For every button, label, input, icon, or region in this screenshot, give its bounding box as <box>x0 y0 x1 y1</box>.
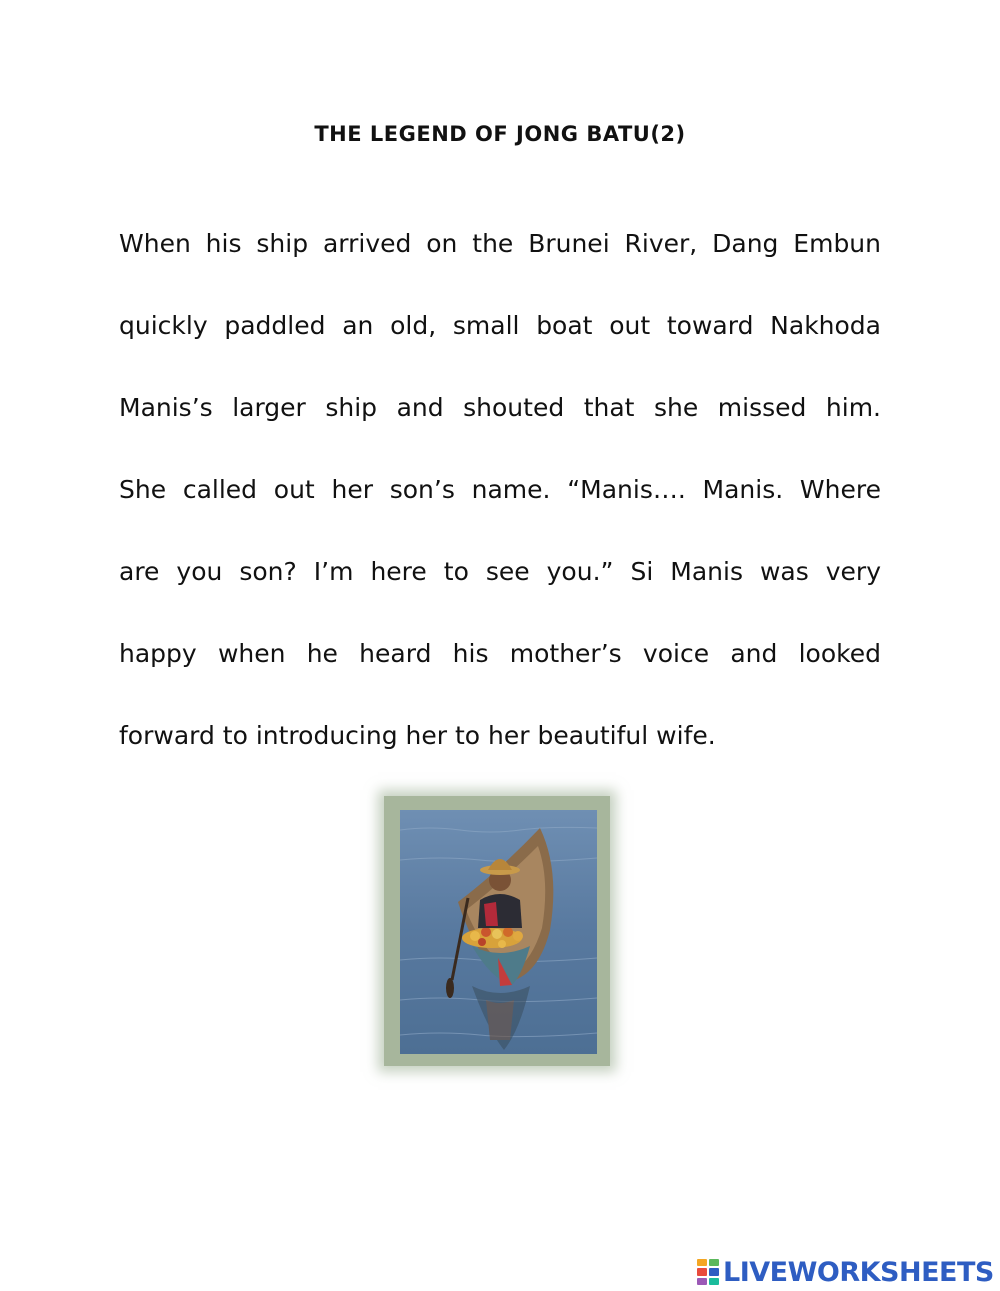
paragraph-line: She called out her son’s name. “Manis…. Manis. Where <box>119 475 881 504</box>
page-title: THE LEGEND OF JONG BATU(2) <box>314 122 686 146</box>
paragraph-line: When his ship arrived on the Brunei River, Dang Embun <box>119 229 881 258</box>
paragraph-line: are you son? I’m here to see you.” Si Manis was very <box>119 557 881 586</box>
paragraph-line: forward to introducing her to her beautiful wife. <box>119 721 716 750</box>
paragraph-line: Manis’s larger ship and shouted that she missed him. <box>119 393 881 422</box>
photo-frame <box>384 796 610 1066</box>
paragraph-line: quickly paddled an old, small boat out toward Nakhoda <box>119 311 881 340</box>
story-paragraph <box>119 222 881 796</box>
liveworksheets-brand-text: LIVEWORKSHEETS <box>723 1256 994 1288</box>
boat-photo <box>400 810 597 1054</box>
liveworksheets-logo-icon <box>697 1259 719 1285</box>
liveworksheets-logo[interactable] <box>697 1256 994 1288</box>
paragraph-line: happy when he heard his mother’s voice and looked <box>119 639 881 668</box>
